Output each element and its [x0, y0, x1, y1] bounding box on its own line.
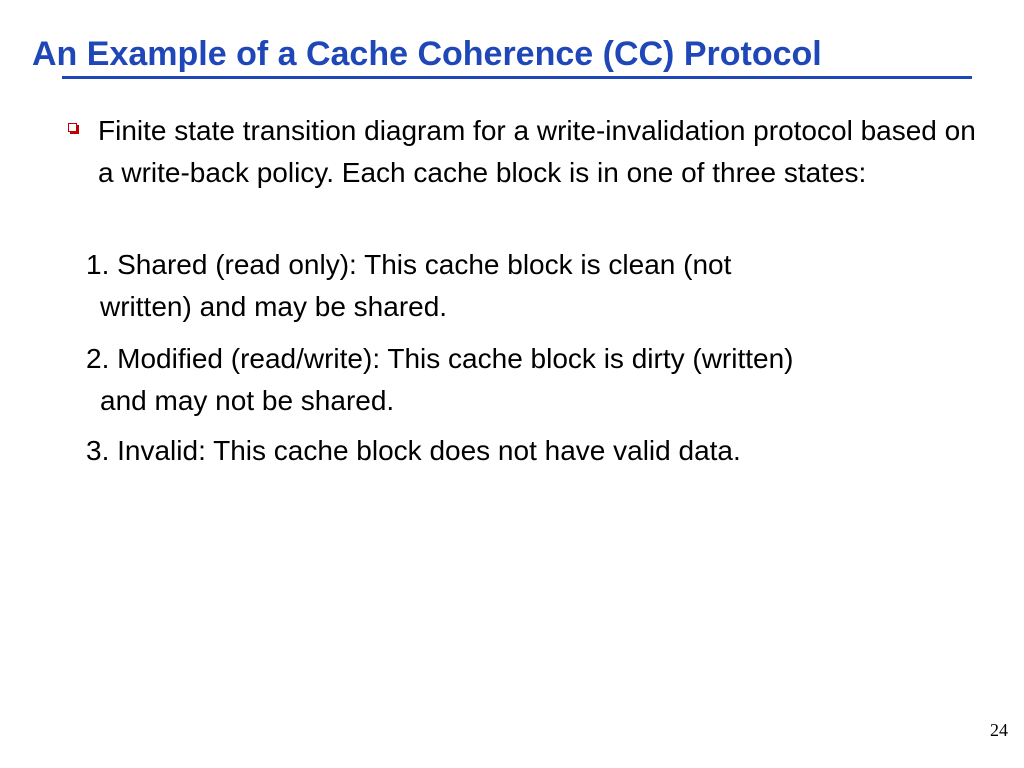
state-item-line: 3. Invalid: This cache block does not have valid data.: [86, 435, 741, 466]
bullet-point: [66, 110, 976, 194]
state-item-line: 1. Shared (read only): This cache block is clean (not: [86, 249, 732, 280]
page-number: 24: [990, 720, 1008, 740]
state-item-line: written) and may be shared.: [100, 291, 448, 322]
state-item-shared: [86, 244, 986, 328]
square-bullet-icon: [68, 123, 77, 132]
slide-title: An Example of a Cache Coherence (CC) Protocol: [32, 35, 822, 73]
state-item-line: 2. Modified (read/write): This cache block is dirty (written): [86, 343, 794, 374]
title-underline: [62, 76, 972, 79]
state-item-modified: [86, 338, 986, 422]
bullet-text: Finite state transition diagram for a write-invalidation protocol based on a write-back policy. Each cache block is in one of three states:: [98, 115, 976, 188]
state-item-invalid: [86, 430, 986, 472]
state-item-line: and may not be shared.: [100, 385, 395, 416]
